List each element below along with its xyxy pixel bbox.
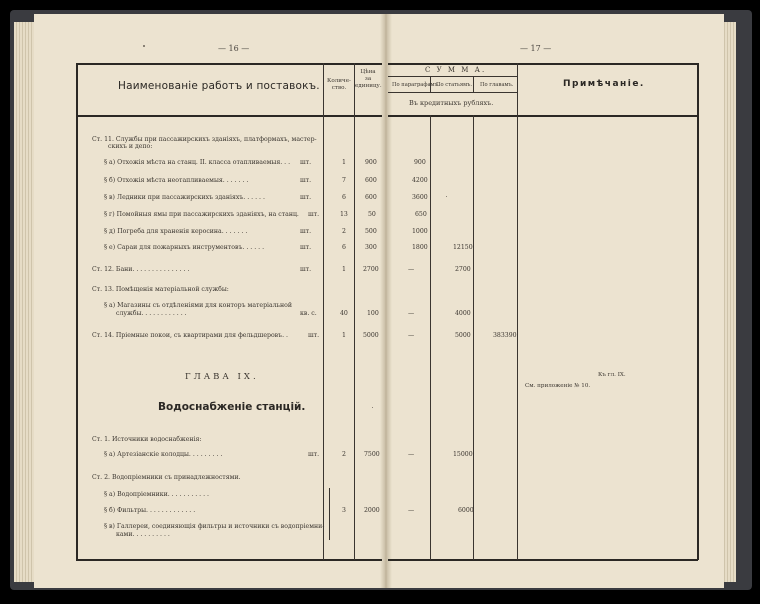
- table-row-label-cont: службы. . . . . . . . . . . .: [116, 310, 187, 317]
- table-row-price: 100: [367, 310, 379, 317]
- amount-article: 5000: [455, 332, 471, 339]
- table-row-unit: шт.: [300, 244, 312, 251]
- table-row-label: § а) Отхожія мѣста на станц. II. класса отапливаемыя. . .: [104, 159, 291, 166]
- quantity-column-header: Количе- ство.: [327, 78, 351, 91]
- table-row-unit: шт.: [300, 266, 312, 273]
- paper-speck: [143, 45, 145, 47]
- amount-article: 15000: [453, 451, 473, 458]
- table-row-label: § а) Артезіанскіе колодцы. . . . . . . . .: [104, 451, 223, 458]
- table-row-label: Ст. 12. Бани. . . . . . . . . . . . . . .: [92, 266, 190, 273]
- table-row-price: 300: [365, 244, 377, 251]
- table-row-price: 5000: [363, 332, 379, 339]
- table-row-qty: 1: [342, 332, 346, 339]
- amount-article: 4000: [455, 310, 471, 317]
- by-paragraph-header: По параграфамъ.: [392, 82, 440, 88]
- chapter-title: Водоснабженіе станцій.: [158, 401, 306, 413]
- table-row-label: § г) Помойныя ямы при пассажирскихъ зданіяхъ, на станц.: [104, 211, 299, 218]
- amount-paragraph: 3600: [412, 194, 428, 201]
- table-row-unit: шт.: [308, 211, 320, 218]
- table-row-qty: 2: [342, 228, 346, 235]
- table-row-qty: 7: [342, 177, 346, 184]
- note-appendix-ref: См. приложеніе № 10.: [525, 383, 591, 389]
- table-row-price: 600: [365, 194, 377, 201]
- table-row-label: Ст. 2. Водопріемники съ принадлежностями.: [92, 474, 241, 481]
- amount-paragraph: 1800: [412, 244, 428, 251]
- amount-paragraph: —: [408, 332, 415, 339]
- paper-speck: [372, 407, 373, 408]
- amount-paragraph: 4200: [412, 177, 428, 184]
- table-row-unit: шт.: [300, 228, 312, 235]
- table-row-label: Ст. 1. Источники водоснабженія:: [92, 436, 202, 443]
- table-row-qty: 1: [342, 159, 346, 166]
- table-row-unit: шт.: [308, 332, 320, 339]
- table-row-qty: 40: [340, 310, 348, 317]
- price-column-header: Цѣна за единицу.: [355, 69, 382, 89]
- chapter-number: ГЛАВА IX.: [185, 372, 259, 382]
- table-row-label: Ст. 11. Службы при пассажирскихъ зданіяхъ, платформахъ, мастер-: [92, 136, 317, 143]
- amount-paragraph: 650: [415, 211, 427, 218]
- table-row-label: § д) Погреба для храненія керосина. . . . . . .: [104, 228, 248, 235]
- table-row-price: 600: [365, 177, 377, 184]
- note-chapter-ref: Къ гл. IX.: [598, 372, 626, 378]
- table-row-unit: шт.: [300, 159, 312, 166]
- table-row-label: § б) Фильтры. . . . . . . . . . . . .: [104, 507, 196, 514]
- table-row-label: § а) Магазины съ отдѣленіями для конторъ матеріальной: [104, 302, 292, 309]
- amount-paragraph: —: [408, 507, 415, 514]
- book-gutter: [380, 14, 392, 588]
- table-row-unit: шт.: [300, 194, 312, 201]
- table-row-label: § в) Галлереи, соединяющія фильтры и источники съ водопріемни-: [104, 523, 325, 530]
- table-row-label: § б) Отхожія мѣста неотапливаемыя. . . . . . .: [104, 177, 249, 184]
- notes-column-header: Примѣчаніе.: [563, 79, 645, 89]
- table-row-label-cont: скихъ и депо:: [108, 143, 153, 150]
- table-row-label: Ст. 14. Пріемные покои, съ квартирами для фельдшеровъ. .: [92, 332, 288, 339]
- page-edges-left: [14, 22, 36, 582]
- table-row-unit: шт.: [300, 177, 312, 184]
- table-row-price: 2000: [364, 507, 380, 514]
- table-row-price: 2700: [363, 266, 379, 273]
- by-article-header: По статьямъ.: [436, 82, 473, 88]
- amount-chapter: 383390: [493, 332, 517, 339]
- amount-article: 2700: [455, 266, 471, 273]
- credit-rubles-header: Въ кредитныхъ рубляхъ.: [409, 99, 494, 107]
- table-row-qty: 2: [342, 451, 346, 458]
- page-edges-right: [722, 22, 736, 582]
- table-row-price: 900: [365, 159, 377, 166]
- table-row-label-cont: ками. . . . . . . . . .: [116, 531, 170, 538]
- open-book-spread: [34, 14, 724, 588]
- table-row-label: § е) Сараи для пожарныхъ инструментовъ. . . . . .: [104, 244, 265, 251]
- table-row-qty: 6: [342, 244, 346, 251]
- table-row-qty: 3: [342, 507, 346, 514]
- amount-paragraph: 1000: [412, 228, 428, 235]
- name-column-header: Наименованіе работъ и поставокъ.: [118, 80, 320, 92]
- amount-article: 6000: [458, 507, 474, 514]
- sum-header: С У М М А.: [425, 66, 487, 74]
- amount-paragraph: —: [408, 451, 415, 458]
- amount-paragraph: —: [408, 266, 415, 273]
- table-row-unit: кв. с.: [300, 310, 317, 317]
- table-row-label: Ст. 13. Помѣщенія матеріальной службы:: [92, 286, 229, 293]
- right-page-number: — 17 —: [520, 44, 552, 53]
- table-row-label: § а) Водопріемники. . . . . . . . . . .: [104, 491, 210, 498]
- by-chapter-header: По главамъ.: [480, 82, 514, 88]
- table-row-unit: шт.: [308, 451, 320, 458]
- left-page-number: — 16 —: [218, 44, 250, 53]
- paper-speck: [446, 196, 447, 197]
- table-row-price: 500: [365, 228, 377, 235]
- amount-paragraph: —: [408, 310, 415, 317]
- table-row-qty: 13: [340, 211, 348, 218]
- table-row-qty: 1: [342, 266, 346, 273]
- amount-article: 12150: [453, 244, 473, 251]
- table-row-qty: 6: [342, 194, 346, 201]
- table-row-price: 50: [368, 211, 376, 218]
- amount-paragraph: 900: [414, 159, 426, 166]
- table-row-label: § в) Ледники при пассажирскихъ зданіяхъ. . . . . .: [104, 194, 265, 201]
- table-row-price: 7500: [364, 451, 380, 458]
